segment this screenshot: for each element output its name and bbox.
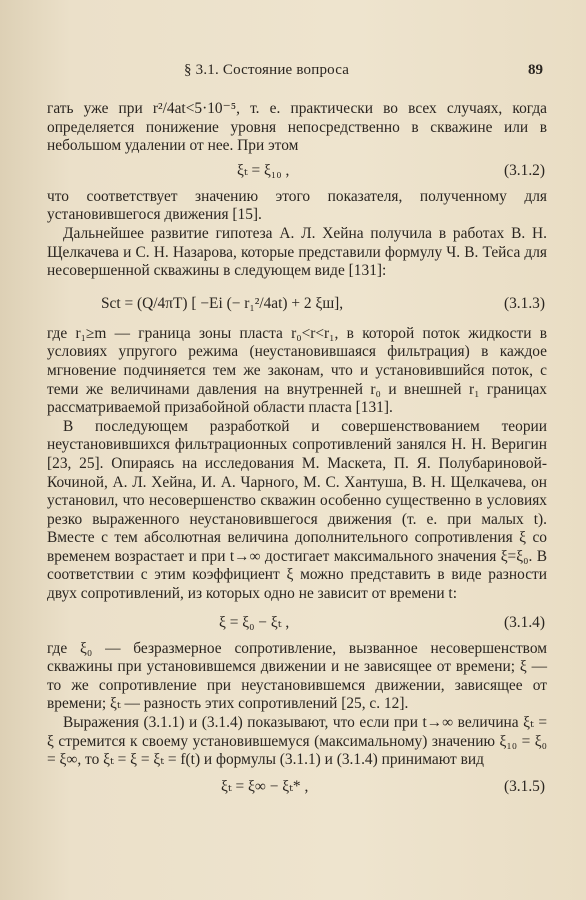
running-header [0, 62, 586, 86]
paragraph: Дальнейшее развитие гипотеза А. Л. Хейна получила в работах В. Н. Щелкачева и С. Н. Назарова, которые представили формулу Ч. В. Тейса для несовершенной скважины в следующем виде [131]: [47, 224, 547, 280]
paragraph: В последующем разработкой и совершенствованием теории неустановившихся фильтрационных сопротивлений занялся Н. Н. Веригин [23, 25]. Опираясь на исследования М. Маскета, П. Я. Полубариновой-Кочиной, А. Л. Хейна, И. А. Чарного, М. С. Хантуша, В. Н. Щелкачева, он установил, что несовершенство скважин особенно существенно в условиях резко выраженного неустановившегося движения (т. е. при малых t). Вместе с тем абсолютная величина дополнительного сопротивления ξ со временем возрастает и при t→∞ достигает максимального значения ξ=ξ₀. В соответствии с этим коэффициент ξ можно представить в виде разности двух сопротивлений, из которых одно не зависит от времени t: [47, 417, 547, 603]
paragraph: где ξ₀ — безразмерное сопротивление, вызванное несовершенством скважины при установившемся движении и не зависящее от времени; ξ — то же сопротивление при неустановившемся движении, зависящее от времени; ξₜ — разность этих сопротивлений [25, с. 12]. [47, 639, 547, 713]
formula-expression: ξ = ξ₀ − ξₜ , [219, 613, 290, 631]
formula-3-1-3 [47, 285, 547, 323]
formula-number: (3.1.5) [503, 777, 545, 795]
formula-3-1-2 [47, 158, 547, 186]
formula-number: (3.1.3) [503, 294, 545, 312]
paragraph: где r₁≥m — граница зоны пласта r₀<r<r₁, в которой поток жидкости в условиях упругого режима (неустановившаяся фильтрация) в каждое мгновение подчиняется тем же законам, что и установившийся поток, с теми же величинами давления на внутренней r₀ и внешней r₁ границах рассматриваемой призабойной области пласта [131]. [47, 324, 547, 417]
formula-expression: Sct = (Q/4πT) [ −Ei (− r₁²/4at) + 2 ξш], [101, 294, 344, 312]
formula-3-1-4 [47, 606, 547, 638]
section-title: § 3.1. Состояние вопроса [184, 62, 350, 78]
formula-expression: ξₜ = ξ₁₀ , [237, 161, 290, 179]
formula-number: (3.1.4) [503, 613, 545, 631]
paragraph: что соответствует значению этого показателя, полученному для установившегося движения [15]. [47, 187, 547, 224]
formula-3-1-5 [47, 772, 547, 802]
formula-number: (3.1.2) [503, 161, 545, 179]
page-body [47, 100, 547, 804]
paragraph: Выражения (3.1.1) и (3.1.4) показывают, что если при t→∞ величина ξₜ = ξ стремится к своему установившемуся (максимальному) значению ξ₁₀ = ξ₀ = ξ∞, то ξₜ = ξ = ξₜ = f(t) и формулы (3.1.1) и (3.1.4) принимают вид [47, 714, 547, 769]
paragraph: гать уже при r²/4at<5·10⁻⁵, т. е. практически во всех случаях, когда определяется понижение уровня непосредственно в скважине или в небольшом удалении от нее. При этом [47, 100, 547, 155]
page-number: 89 [528, 62, 543, 78]
formula-expression: ξₜ = ξ∞ − ξₜ* , [221, 777, 309, 795]
